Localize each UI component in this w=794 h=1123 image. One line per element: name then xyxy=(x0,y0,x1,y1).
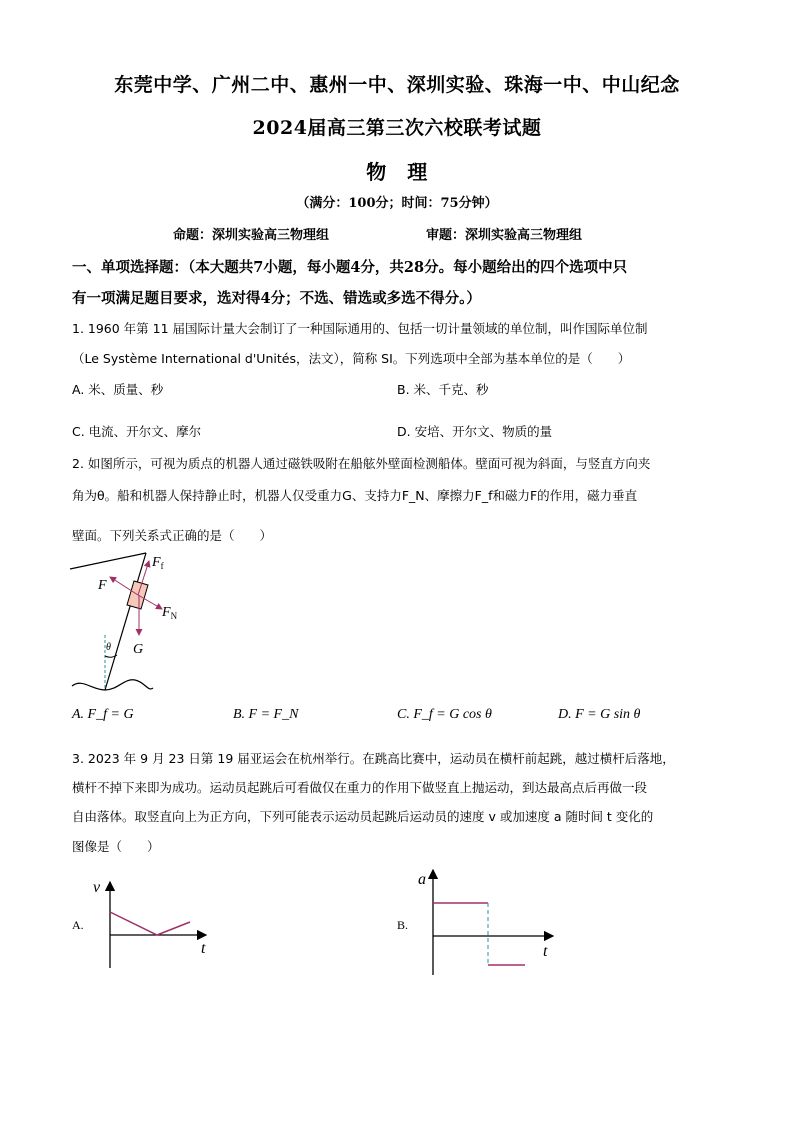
graph-a-velocity-curve xyxy=(110,912,190,935)
exam-meta: （满分：100分；时间：75分钟） xyxy=(296,196,498,211)
q1-text-line1: 1. 1960 年第 11 届国际计量大会制订了一种国际通用的、包括一切计量领域的单位制，叫作国际单位制 xyxy=(72,321,648,336)
q1-option-d: D. 安培、开尔文、物质的量 xyxy=(397,424,553,439)
q1-option-b: B. 米、千克、秒 xyxy=(397,382,489,397)
water-wave xyxy=(72,680,153,690)
q2-option-a: A. F_f = G xyxy=(72,707,134,722)
q3-text-line1: 3. 2023 年 9 月 23 日第 19 届亚运会在杭州举行。在跳高比赛中，运动员在横杆前起跳，越过横杆后落地， xyxy=(72,751,675,766)
q1-option-c: C. 电流、开尔文、摩尔 xyxy=(72,424,202,439)
q1-option-a: A. 米、质量、秒 xyxy=(72,382,164,397)
label-f: F xyxy=(98,578,107,593)
section-instructions-line2: 有一项满足题目要求，选对得4分；不选、错选或多选不得分。） xyxy=(72,290,481,307)
q1-text-line2: （Le Système International d'Unités，法文），简称 SI。下列选项中全部为基本单位的是（ ） xyxy=(72,351,631,366)
label-fn: $F_N$ xyxy=(162,605,178,621)
graph-b-x-label: t xyxy=(543,943,548,960)
author: 命题：深圳实验高三物理组 xyxy=(173,228,330,243)
subject-title: 物 理 xyxy=(366,160,428,184)
graph-a-option-label: A. xyxy=(72,918,84,932)
ship-deck-line xyxy=(70,553,146,569)
q3-text-line4: 图像是（ ） xyxy=(72,839,160,854)
q2-option-b: B. F = F_N xyxy=(233,707,299,722)
q3-text-line2: 横杆不掉下来即为成功。运动员起跳后可看做仅在重力的作用下做竖直上抛运动，到达最高点后再做一段 xyxy=(72,780,648,795)
q2-option-d: D. F = G sin θ xyxy=(558,707,641,722)
graph-a-x-label: t xyxy=(201,940,206,957)
label-theta: θ xyxy=(106,642,111,653)
reviewer: 审题：深圳实验高三物理组 xyxy=(426,228,583,243)
q3-text-line3: 自由落体。取竖直向上为正方向，下列可能表示运动员起跳后运动员的速度 v 或加速度 a 随时间 t 变化的 xyxy=(72,809,654,824)
graph-b-y-label: a xyxy=(418,871,426,888)
q2-text-line3: 壁面。下列关系式正确的是（ ） xyxy=(72,528,273,543)
graph-a-y-label: v xyxy=(93,879,101,896)
exam-title-line1: 东莞中学、广州二中、惠州一中、深圳实验、珠海一中、中山纪念 xyxy=(114,74,680,96)
section-instructions-line1: 一、单项选择题：（本大题共7小题，每小题4分，共28分。每小题给出的四个选项中只 xyxy=(72,259,628,276)
graph-b-option-label: B. xyxy=(397,918,409,932)
exam-title-line2: 2024届高三第三次六校联考试题 xyxy=(252,117,542,139)
label-ff: $F_f$ xyxy=(152,555,164,571)
q2-text-line1: 2. 如图所示，可视为质点的机器人通过磁铁吸附在船舷外壁面检测船体。壁面可视为斜面，与竖直方向夹 xyxy=(72,456,651,471)
q2-text-line2: 角为θ。船和机器人保持静止时，机器人仅受重力G、支持力F_N、摩擦力F_f和磁力F的作用，磁力垂直 xyxy=(72,488,638,503)
label-g: G xyxy=(133,642,144,657)
q2-option-c: C. F_f = G cos θ xyxy=(397,707,492,722)
ship-wall-line xyxy=(105,553,146,690)
